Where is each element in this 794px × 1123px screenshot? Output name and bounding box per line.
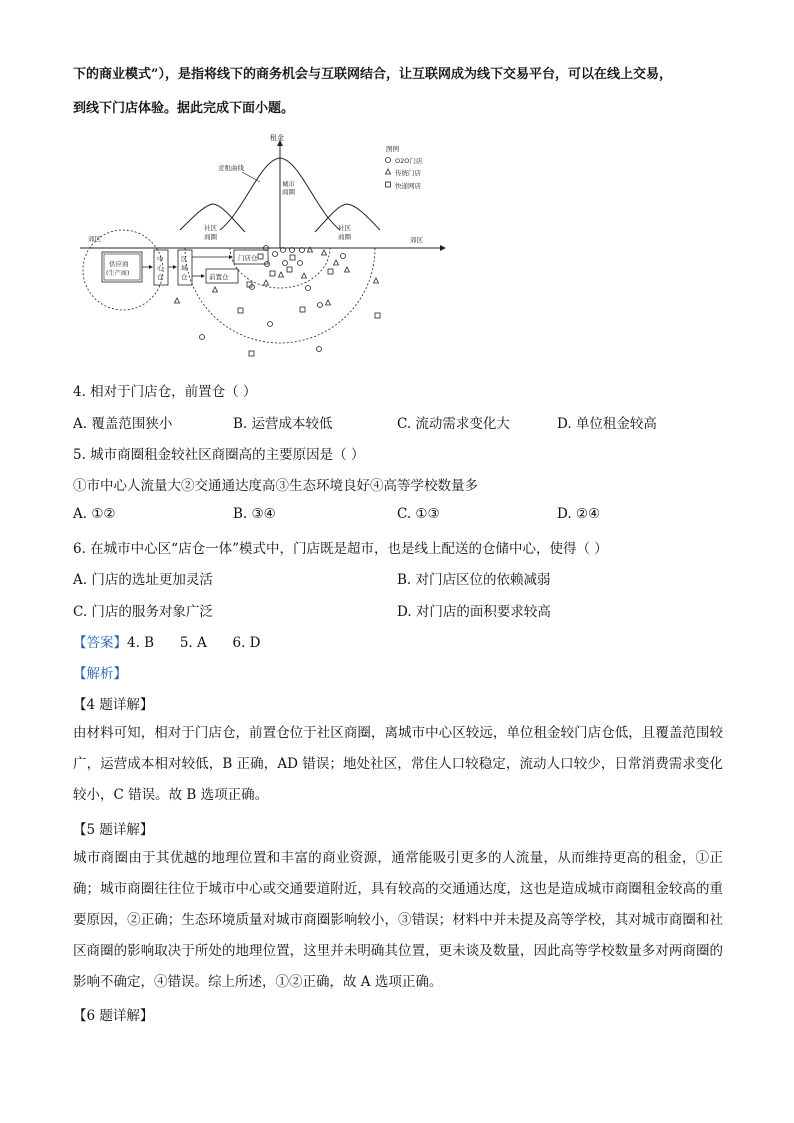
q5-option-c: C. ①③ xyxy=(397,506,440,522)
q4-stem: 4. 相对于门店仓，前置仓（ ） xyxy=(73,384,257,400)
intro-text xyxy=(73,58,723,126)
svg-text:仓: 仓 xyxy=(181,273,188,281)
q6-stem: 6. 在城市中心区“店仓一体”模式中，门店既是超市，也是线上配送的仓储中心，使得（ ） xyxy=(73,541,608,557)
analysis-label: 【解析】 xyxy=(73,666,127,682)
detail-6-title: 【6 题详解】 xyxy=(73,1008,154,1024)
q5-statements: ①市中心人流量大②交通通达度高③生态环境良好④高等学校数量多 xyxy=(73,478,478,494)
svg-text:O2O门店: O2O门店 xyxy=(395,157,423,165)
q6-option-a: A. 门店的选址更加灵活 xyxy=(73,572,213,588)
suburb-right-label: 郊区 xyxy=(410,236,423,244)
community-left-label-2: 商圈 xyxy=(204,233,217,241)
intro-line-2: 到线下门店体验。据此完成下面小题。 xyxy=(73,101,295,116)
community-right-label-1: 社区 xyxy=(338,224,351,232)
svg-text:前置仓: 前置仓 xyxy=(209,273,229,281)
city-zone-label-1: 城市 xyxy=(282,180,295,188)
detail-4-title: 【4 题详解】 xyxy=(73,697,154,713)
curve-label: 竞租曲线 xyxy=(218,164,244,172)
q4-option-b: B. 运营成本较低 xyxy=(233,416,333,432)
q4-option-c: C. 流动需求变化大 xyxy=(397,416,510,432)
q6-option-d: D. 对门店的面积要求较高 xyxy=(397,604,551,620)
community-left-label-1: 社区 xyxy=(204,224,217,232)
detail-4-body: 由材料可知，相对于门店仓，前置仓位于社区商圈，离城市中心区较远，单位租金较门店仓低，且覆盖范围较广，运营成本相对较低，B 正确，AD 错误；地处社区，常住人口较稳定，流动人口较少，日常消费需求变化较小，C 错误。故 B 选项正确。 xyxy=(73,725,723,803)
svg-text:心: 心 xyxy=(157,264,164,272)
detail-5-body: 城市商圈由于其优越的地理位置和丰富的商业资源，通常能吸引更多的人流量，从而维持更高的租金，①正确；城市商圈往往位于城市中心或交通要道附近，具有较高的交通通达度，这也是造成城市商圈租金较高的重要原因，②正确；生态环境质量对城市商圈影响较小，③错误；材料中并未提及高等学校，其对城市商圈和社区商圈的影响取决于所处的地理位置，这里并未明确其位置，更未谈及数量，因此高等学校数量多对两商圈的影响不确定，④错误。综上所述，①②正确，故 A 选项正确。 xyxy=(73,850,723,990)
detail-5-title: 【5 题详解】 xyxy=(73,822,154,838)
q6-option-b: B. 对门店区位的依赖减弱 xyxy=(397,572,551,588)
svg-text:图例: 图例 xyxy=(386,145,399,153)
svg-text:传统门店: 传统门店 xyxy=(395,169,421,177)
q5-stem: 5. 城市商圈租金较社区商圈高的主要原因是（ ） xyxy=(73,447,365,463)
suburb-left-label: 郊区 xyxy=(88,235,101,243)
q4-option-d: D. 单位租金较高 xyxy=(557,416,657,432)
svg-text:中: 中 xyxy=(157,255,164,263)
svg-text:区: 区 xyxy=(181,255,188,263)
q5-option-d: D. ②④ xyxy=(557,506,601,522)
q6-option-c: C. 门店的服务对象广泛 xyxy=(73,604,213,620)
svg-text:仓: 仓 xyxy=(157,273,164,281)
answer-text: 4. B 5. A 6. D xyxy=(127,635,261,651)
svg-text:域: 域 xyxy=(181,264,188,272)
city-zone-label-2: 商圈 xyxy=(282,188,295,196)
answer-label: 【答案】 xyxy=(73,635,127,651)
q5-option-b: B. ③④ xyxy=(233,506,276,522)
svg-text:供应商: 供应商 xyxy=(109,260,129,268)
svg-text:门店仓: 门店仓 xyxy=(238,254,258,262)
intro-line-1: 下的商业模式”），是指将线下的商务机会与互联网结合，让互联网成为线下交易平台，可以在线上交易， xyxy=(73,67,672,82)
svg-text:快递网店: 快递网店 xyxy=(395,182,421,190)
legend xyxy=(386,144,423,190)
answer-line xyxy=(73,631,261,651)
q4-option-a: A. 覆盖范围狭小 xyxy=(73,416,173,432)
y-axis-label: 租金 xyxy=(270,134,284,142)
svg-text:(生产商): (生产商) xyxy=(106,270,130,277)
figure-diagram xyxy=(70,130,450,360)
community-right-label-2: 商圈 xyxy=(338,233,351,241)
q5-option-a: A. ①② xyxy=(73,506,116,522)
